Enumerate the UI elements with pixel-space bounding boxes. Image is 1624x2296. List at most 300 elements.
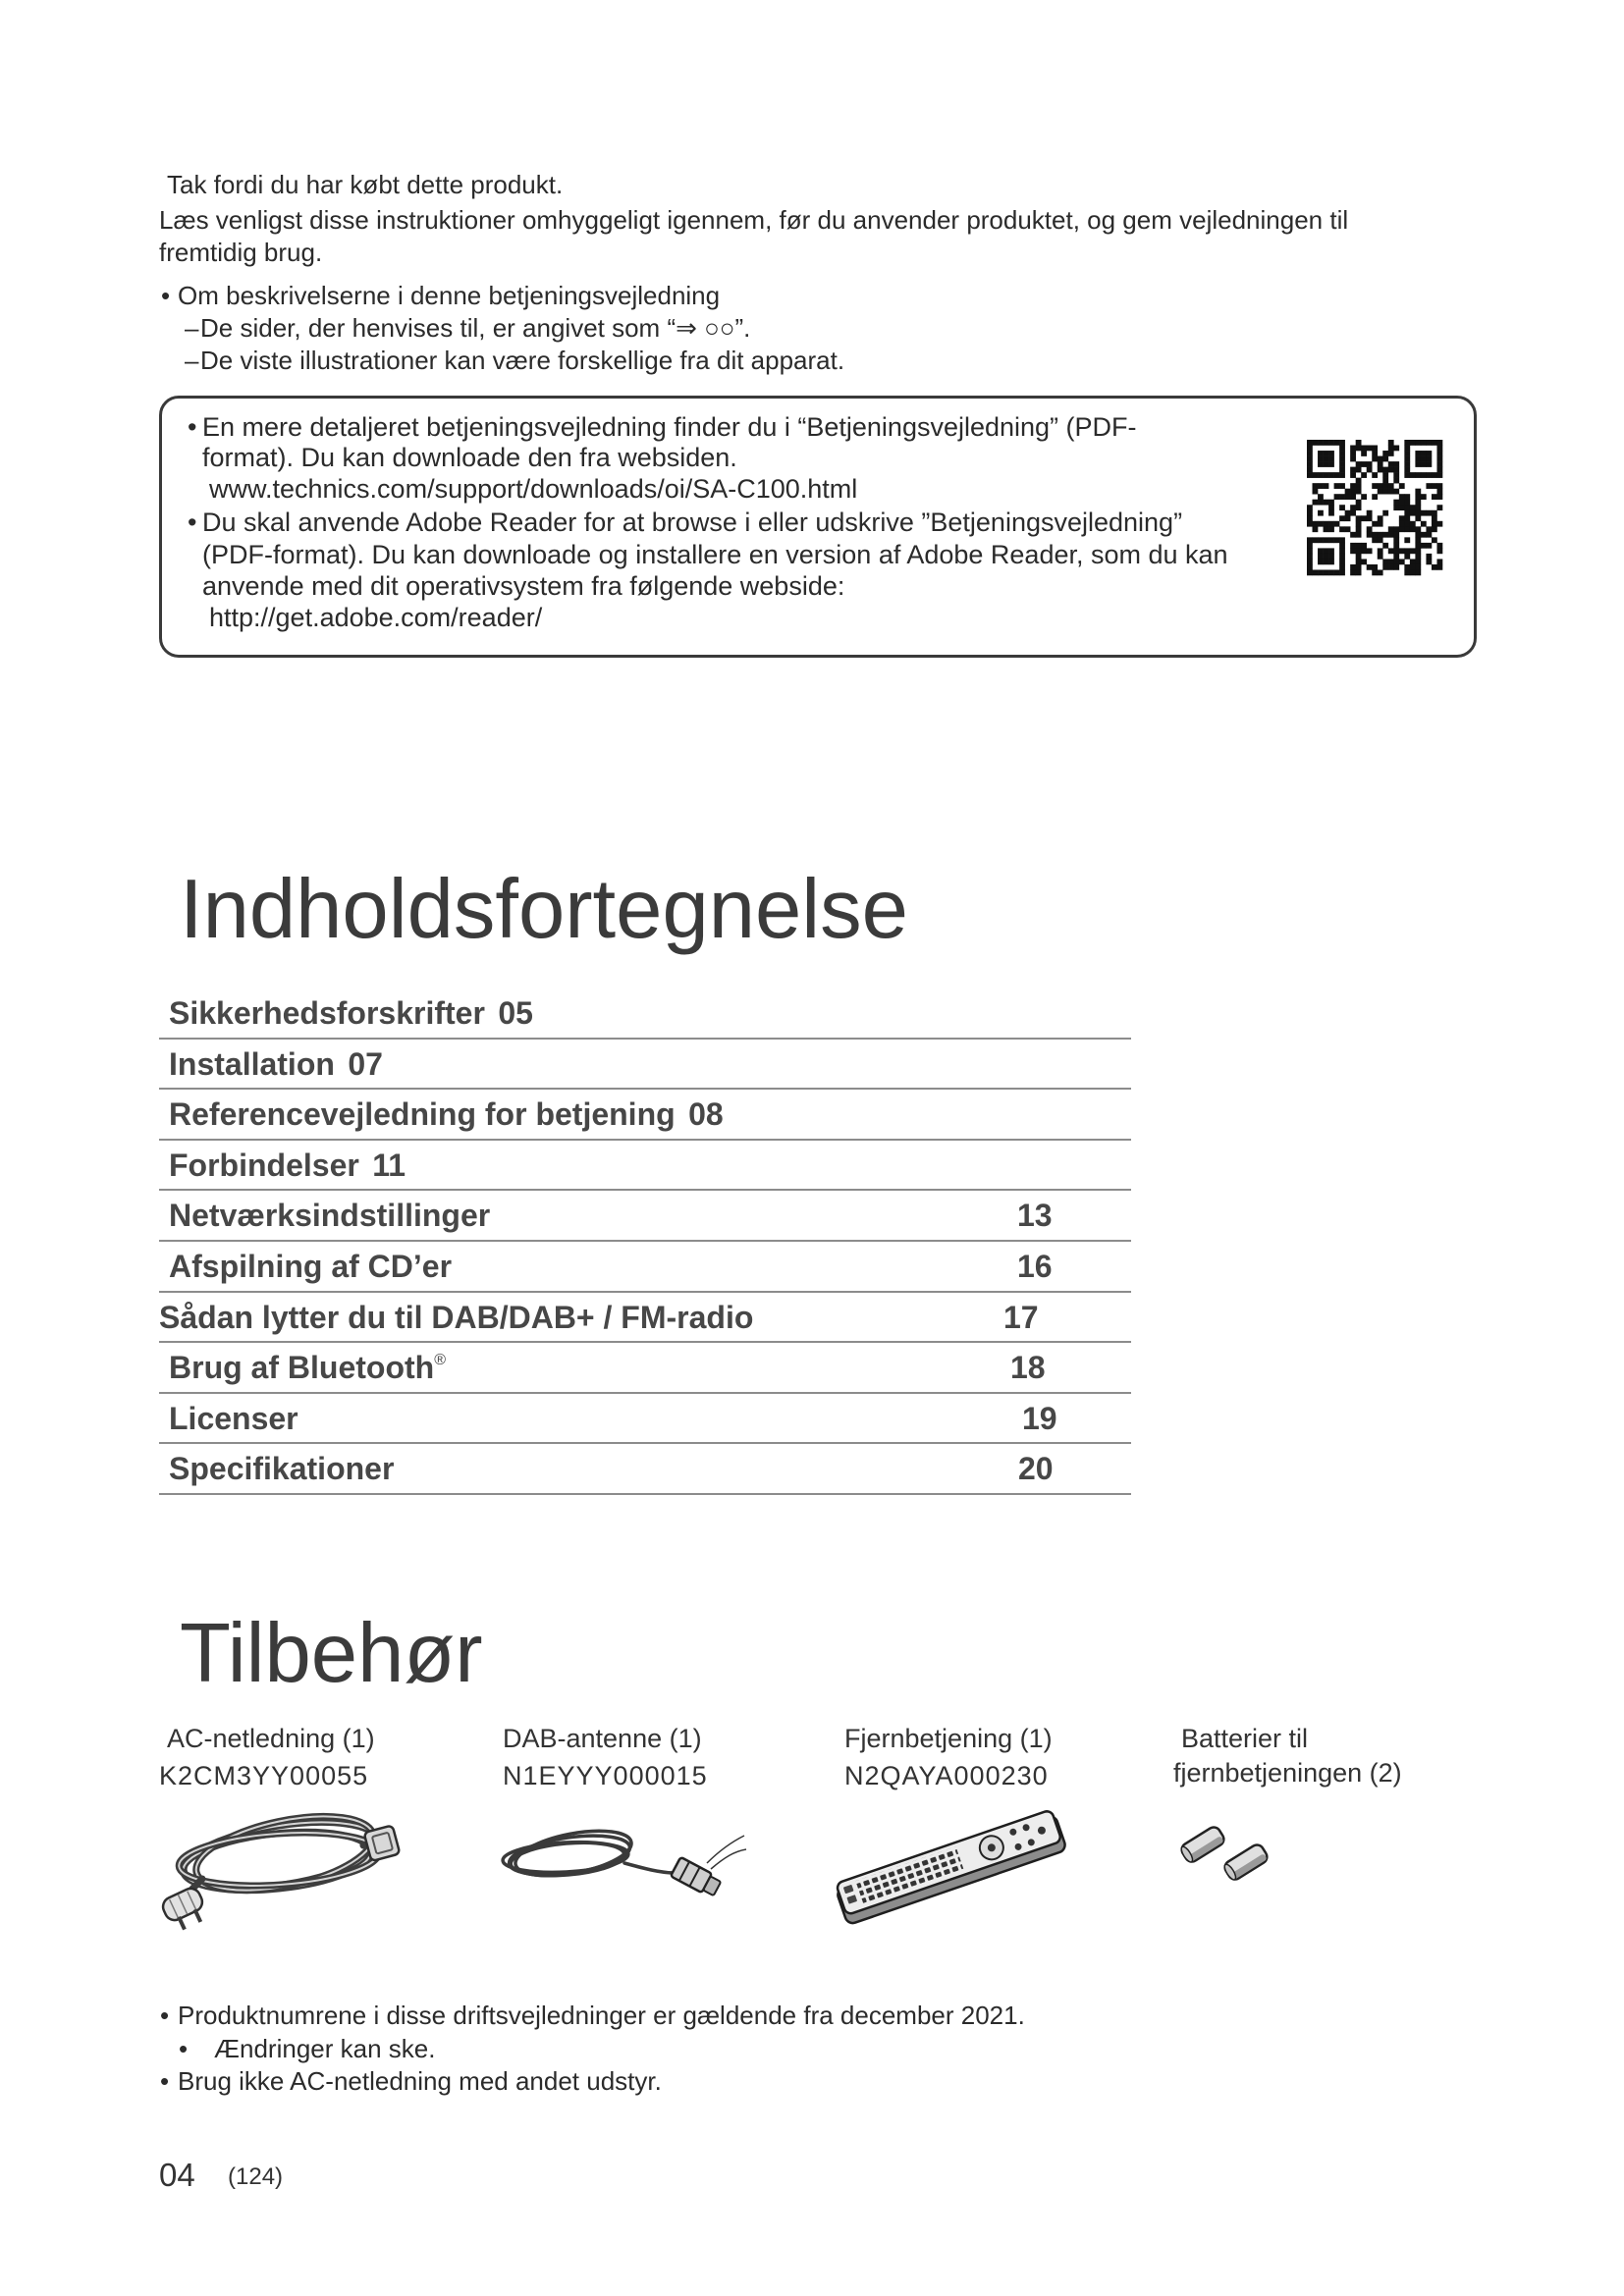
qr-module	[1388, 467, 1394, 473]
qr-module	[1432, 526, 1437, 532]
qr-module	[1324, 440, 1329, 446]
qr-module	[1421, 451, 1427, 456]
qr-module	[1367, 467, 1373, 473]
qr-module	[1328, 461, 1334, 467]
qr-module	[1393, 559, 1399, 564]
qr-module	[1410, 472, 1416, 478]
qr-module	[1345, 515, 1351, 521]
manual-text-line-1: En mere detaljeret betjeningsvejledning finder du i “Betjeningsvejledning” (PDF-	[202, 412, 1137, 442]
qr-module	[1432, 510, 1437, 516]
qr-module	[1356, 446, 1362, 452]
qr-module	[1421, 521, 1427, 527]
qr-module	[1378, 521, 1383, 527]
qr-module	[1339, 515, 1345, 521]
qr-module	[1328, 510, 1334, 516]
qr-module	[1313, 489, 1319, 495]
qr-module	[1404, 564, 1410, 570]
qr-module	[1378, 569, 1383, 575]
toc-entry	[169, 1148, 406, 1183]
qr-module	[1372, 564, 1378, 570]
qr-module	[1356, 489, 1362, 495]
qr-module	[1356, 554, 1362, 560]
qr-module	[1350, 467, 1356, 473]
qr-module	[1318, 548, 1324, 554]
toc-entry-page: 16	[1017, 1248, 1053, 1284]
qr-module	[1393, 467, 1399, 473]
qr-module	[1318, 569, 1324, 575]
qr-module	[1404, 494, 1410, 500]
qr-module	[1350, 494, 1356, 500]
qr-module	[1415, 526, 1421, 532]
qr-module	[1399, 483, 1405, 489]
qr-module	[1313, 483, 1319, 489]
qr-module	[1426, 440, 1432, 446]
qr-module	[1356, 548, 1362, 554]
qr-module	[1361, 494, 1367, 500]
qr-module	[1393, 554, 1399, 560]
toc-entry-page: 18	[1010, 1350, 1046, 1386]
qr-module	[1436, 446, 1442, 452]
qr-module	[1393, 543, 1399, 549]
qr-module	[1426, 510, 1432, 516]
toc-entry-title: Sikkerhedsforskrifter	[169, 995, 485, 1031]
qr-module	[1372, 483, 1378, 489]
dab-antenna-icon	[499, 1812, 750, 1906]
qr-module	[1313, 472, 1319, 478]
qr-module	[1388, 440, 1394, 446]
qr-module	[1350, 510, 1356, 516]
qr-module	[1436, 521, 1442, 527]
qr-module	[1421, 543, 1427, 549]
toc-entry-page: 11	[372, 1147, 406, 1183]
table-of-contents	[159, 988, 1131, 1495]
toc-entry-page: 19	[1022, 1400, 1057, 1436]
qr-module	[1432, 440, 1437, 446]
toc-entry-title: Netværksindstillinger	[169, 1198, 491, 1234]
qr-module	[1382, 564, 1388, 570]
qr-module	[1393, 489, 1399, 495]
qr-module	[1307, 515, 1313, 521]
qr-module	[1378, 548, 1383, 554]
intro-instruction-line-1: Læs venligst disse instruktioner omhyggeligt igennem, før du anvender produktet, og gem vejledningen til	[159, 205, 1349, 235]
qr-module	[1328, 537, 1334, 543]
accessory-part-number: N1EYYY000015	[503, 1761, 708, 1790]
about-heading: Om beskrivelserne i denne betjeningsvejledning	[178, 281, 721, 310]
qr-module	[1378, 467, 1383, 473]
qr-module	[1307, 510, 1313, 516]
qr-module	[1404, 569, 1410, 575]
qr-module	[1334, 440, 1340, 446]
qr-module	[1361, 451, 1367, 456]
qr-module	[1436, 451, 1442, 456]
note-item: Produktnumrene i disse driftsvejledninger er gældende fra december 2021.	[178, 2001, 1025, 2030]
qr-module	[1328, 554, 1334, 560]
qr-module	[1324, 456, 1329, 462]
qr-module	[1399, 500, 1405, 506]
qr-module	[1356, 483, 1362, 489]
qr-module	[1393, 500, 1399, 506]
qr-module	[1399, 526, 1405, 532]
qr-module	[1404, 505, 1410, 510]
qr-module	[1436, 505, 1442, 510]
qr-module	[1421, 510, 1427, 516]
qr-module	[1426, 526, 1432, 532]
qr-module	[1328, 521, 1334, 527]
qr-module	[1307, 467, 1313, 473]
toc-entry	[169, 1350, 446, 1385]
qr-module	[1421, 461, 1427, 467]
accessory-name-continued: fjernbetjeningen (2)	[1173, 1758, 1402, 1788]
qr-module	[1415, 532, 1421, 538]
qr-module	[1393, 472, 1399, 478]
manual-url: www.technics.com/support/downloads/oi/SA-C100.html	[209, 474, 858, 504]
qr-module	[1339, 559, 1345, 564]
qr-module	[1426, 559, 1432, 564]
reader-text-line-2: (PDF-format). Du kan downloade og installere en version af Adobe Reader, som du kan	[202, 540, 1228, 569]
qr-module	[1356, 526, 1362, 532]
qr-module	[1328, 472, 1334, 478]
qr-module	[1307, 537, 1313, 543]
toc-heading: Indholdsfortegnelse	[180, 863, 908, 956]
qr-module	[1382, 478, 1388, 484]
toc-row	[159, 988, 1131, 1040]
qr-module	[1388, 564, 1394, 570]
qr-module	[1345, 510, 1351, 516]
qr-module	[1388, 548, 1394, 554]
about-item: De viste illustrationer kan være forskellige fra dit apparat.	[200, 346, 845, 375]
qr-module	[1356, 559, 1362, 564]
dash: –	[185, 346, 199, 375]
qr-module	[1334, 537, 1340, 543]
qr-module	[1404, 467, 1410, 473]
page-number: 04	[159, 2157, 195, 2193]
qr-module	[1382, 456, 1388, 462]
qr-module	[1432, 515, 1437, 521]
qr-module	[1318, 500, 1324, 506]
about-item: De sider, der henvises til, er angivet som “⇒ ○○”.	[200, 313, 751, 343]
qr-code-icon	[1307, 440, 1442, 575]
qr-module	[1378, 554, 1383, 560]
qr-module	[1421, 472, 1427, 478]
qr-module	[1410, 521, 1416, 527]
qr-module	[1361, 543, 1367, 549]
qr-module	[1415, 451, 1421, 456]
qr-module	[1334, 483, 1340, 489]
toc-entry-page: 13	[1017, 1198, 1053, 1234]
qr-module	[1307, 456, 1313, 462]
appliance-connector	[364, 1825, 401, 1861]
qr-module	[1421, 532, 1427, 538]
qr-module	[1328, 451, 1334, 456]
qr-module	[1436, 543, 1442, 549]
qr-module	[1415, 515, 1421, 521]
bullet: •	[160, 2001, 170, 2030]
qr-module	[1372, 494, 1378, 500]
qr-module	[1393, 537, 1399, 543]
qr-module	[1318, 440, 1324, 446]
reader-url: http://get.adobe.com/reader/	[209, 603, 543, 632]
qr-module	[1328, 500, 1334, 506]
qr-module	[1404, 461, 1410, 467]
qr-module	[1415, 456, 1421, 462]
qr-module	[1393, 505, 1399, 510]
qr-module	[1361, 472, 1367, 478]
qr-module	[1318, 521, 1324, 527]
qr-module	[1356, 515, 1362, 521]
note-item: Brug ikke AC-netledning med andet udstyr.	[178, 2066, 662, 2096]
qr-module	[1404, 510, 1410, 516]
qr-module	[1339, 548, 1345, 554]
qr-module	[1382, 451, 1388, 456]
qr-module	[1426, 532, 1432, 538]
qr-module	[1324, 472, 1329, 478]
qr-module	[1350, 564, 1356, 570]
qr-module	[1432, 537, 1437, 543]
qr-module	[1318, 559, 1324, 564]
manual-text-line-2: format). Du kan downloade den fra websiden.	[202, 443, 737, 472]
accessory-part-number: N2QAYA000230	[844, 1761, 1049, 1790]
qr-module	[1436, 564, 1442, 570]
qr-module	[1350, 483, 1356, 489]
qr-module	[1334, 569, 1340, 575]
qr-module	[1324, 548, 1329, 554]
toc-entry-title: Afspilning af CD’er	[169, 1248, 453, 1284]
qr-module	[1356, 500, 1362, 506]
qr-module	[1404, 537, 1410, 543]
qr-module	[1307, 554, 1313, 560]
qr-module	[1307, 451, 1313, 456]
remote-control-icon	[831, 1802, 1071, 1930]
qr-module	[1382, 532, 1388, 538]
intro-instruction-line-2: fremtidig brug.	[159, 238, 323, 267]
qr-module	[1356, 467, 1362, 473]
qr-module	[1388, 532, 1394, 538]
qr-module	[1415, 510, 1421, 516]
qr-module	[1345, 526, 1351, 532]
accessory-name: Fjernbetjening (1)	[844, 1724, 1053, 1753]
qr-module	[1324, 526, 1329, 532]
reader-text-line-3: anvende med dit operativsystem fra følgende webside:	[202, 571, 845, 601]
qr-module	[1388, 461, 1394, 467]
qr-module	[1382, 543, 1388, 549]
qr-module	[1372, 532, 1378, 538]
qr-module	[1415, 461, 1421, 467]
qr-module	[1378, 532, 1383, 538]
qr-module	[1410, 440, 1416, 446]
bullet: •	[160, 2066, 170, 2096]
toc-entry-page: 07	[348, 1045, 383, 1082]
qr-module	[1372, 537, 1378, 543]
qr-module	[1415, 564, 1421, 570]
toc-entry	[169, 1046, 383, 1082]
qr-module	[1361, 446, 1367, 452]
qr-module	[1436, 461, 1442, 467]
qr-module	[1334, 521, 1340, 527]
bullet: •	[161, 281, 171, 310]
qr-module	[1399, 505, 1405, 510]
toc-row	[159, 1191, 1131, 1242]
toc-entry-title: Specifikationer	[169, 1451, 395, 1487]
remote-body	[834, 1809, 1066, 1925]
qr-module	[1334, 494, 1340, 500]
qr-module	[1372, 456, 1378, 462]
qr-module	[1313, 526, 1319, 532]
qr-module	[1399, 515, 1405, 521]
qr-module	[1436, 467, 1442, 473]
qr-module	[1339, 494, 1345, 500]
qr-module	[1404, 440, 1410, 446]
qr-module	[1307, 559, 1313, 564]
qr-module	[1339, 472, 1345, 478]
antenna-connector	[671, 1857, 723, 1898]
qr-module	[1426, 483, 1432, 489]
qr-module	[1393, 526, 1399, 532]
qr-module	[1426, 461, 1432, 467]
qr-module	[1356, 543, 1362, 549]
qr-module	[1410, 548, 1416, 554]
qr-module	[1426, 554, 1432, 560]
qr-module	[1350, 456, 1356, 462]
qr-module	[1415, 472, 1421, 478]
qr-module	[1356, 569, 1362, 575]
qr-module	[1361, 559, 1367, 564]
qr-module	[1318, 456, 1324, 462]
qr-module	[1415, 559, 1421, 564]
qr-module	[1415, 569, 1421, 575]
toc-row	[159, 1444, 1131, 1495]
qr-module	[1307, 472, 1313, 478]
qr-module	[1378, 456, 1383, 462]
mains-plug	[160, 1886, 210, 1935]
qr-module	[1356, 521, 1362, 527]
qr-module	[1307, 440, 1313, 446]
bullet: •	[188, 412, 197, 442]
qr-module	[1318, 472, 1324, 478]
toc-entry-title: Licenser	[169, 1400, 298, 1436]
qr-module	[1436, 489, 1442, 495]
qr-module	[1339, 467, 1345, 473]
qr-module	[1328, 505, 1334, 510]
reader-text-line-1: Du skal anvende Adobe Reader for at browse i eller udskrive ”Betjeningsvejledning”	[202, 507, 1183, 537]
qr-module	[1318, 554, 1324, 560]
qr-module	[1345, 494, 1351, 500]
qr-module	[1307, 548, 1313, 554]
qr-module	[1318, 494, 1324, 500]
qr-module	[1324, 521, 1329, 527]
toc-entry-title: Forbindelser	[169, 1147, 359, 1183]
accessory-name: Batterier til	[1181, 1724, 1309, 1753]
qr-module	[1410, 564, 1416, 570]
intro-thanks: Tak fordi du har købt dette produkt.	[167, 170, 564, 199]
qr-module	[1404, 500, 1410, 506]
toc-entry-title: Installation	[169, 1045, 335, 1082]
toc-entry-title: Sådan lytter du til DAB/DAB+ / FM-radio	[159, 1299, 754, 1335]
qr-module	[1436, 483, 1442, 489]
qr-module	[1415, 494, 1421, 500]
qr-module	[1410, 526, 1416, 532]
dash: –	[185, 313, 199, 343]
qr-module	[1436, 548, 1442, 554]
qr-module	[1378, 489, 1383, 495]
qr-module	[1415, 543, 1421, 549]
qr-module	[1307, 543, 1313, 549]
qr-module	[1339, 446, 1345, 452]
qr-module	[1350, 451, 1356, 456]
antenna-wires	[707, 1836, 746, 1869]
qr-module	[1404, 451, 1410, 456]
qr-module	[1313, 569, 1319, 575]
toc-entry	[169, 995, 533, 1031]
qr-module	[1318, 461, 1324, 467]
registered-mark: ®	[434, 1352, 446, 1369]
qr-module	[1378, 537, 1383, 543]
qr-module	[1324, 483, 1329, 489]
qr-module	[1318, 537, 1324, 543]
qr-module	[1328, 559, 1334, 564]
qr-module	[1415, 489, 1421, 495]
qr-module	[1361, 548, 1367, 554]
qr-module	[1313, 440, 1319, 446]
qr-module	[1367, 461, 1373, 467]
qr-module	[1393, 478, 1399, 484]
qr-module	[1388, 451, 1394, 456]
qr-module	[1382, 510, 1388, 516]
qr-module	[1372, 451, 1378, 456]
toc-entry-title: Referencevejledning for betjening	[169, 1096, 676, 1133]
qr-module	[1432, 483, 1437, 489]
qr-module	[1426, 451, 1432, 456]
qr-module	[1367, 532, 1373, 538]
qr-module	[1388, 559, 1394, 564]
qr-module	[1399, 494, 1405, 500]
qr-module	[1415, 440, 1421, 446]
qr-module	[1404, 446, 1410, 452]
accessories-heading: Tilbehør	[180, 1607, 483, 1700]
qr-module	[1324, 554, 1329, 560]
qr-module	[1378, 515, 1383, 521]
toc-row	[159, 1090, 1131, 1141]
toc-entry	[169, 1096, 724, 1132]
qr-module	[1339, 483, 1345, 489]
qr-module	[1328, 440, 1334, 446]
qr-module	[1356, 461, 1362, 467]
qr-module	[1393, 532, 1399, 538]
qr-module	[1307, 446, 1313, 452]
battery	[1179, 1825, 1226, 1865]
qr-module	[1421, 456, 1427, 462]
qr-module	[1382, 467, 1388, 473]
qr-module	[1367, 564, 1373, 570]
qr-module	[1404, 456, 1410, 462]
accessory-name: DAB-antenne (1)	[503, 1724, 702, 1753]
qr-module	[1415, 548, 1421, 554]
cord-coil	[177, 1803, 382, 1904]
accessory-name: AC-netledning (1)	[167, 1724, 375, 1753]
qr-module	[1372, 446, 1378, 452]
qr-module	[1350, 532, 1356, 538]
toc-entry-page: 05	[498, 995, 533, 1031]
qr-module	[1350, 472, 1356, 478]
qr-module	[1350, 489, 1356, 495]
qr-module	[1339, 451, 1345, 456]
qr-module	[1404, 472, 1410, 478]
qr-module	[1339, 505, 1345, 510]
qr-module	[1367, 526, 1373, 532]
qr-module	[1324, 461, 1329, 467]
qr-module	[1313, 537, 1319, 543]
qr-module	[1410, 569, 1416, 575]
toc-row	[159, 1343, 1131, 1394]
